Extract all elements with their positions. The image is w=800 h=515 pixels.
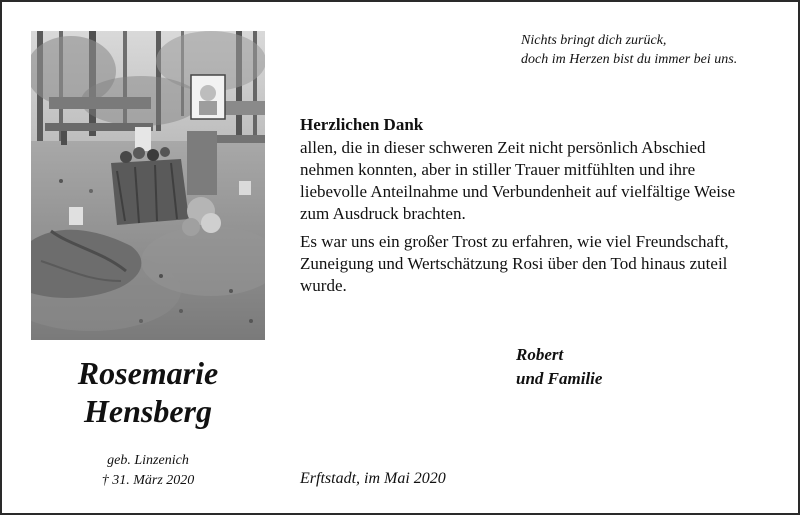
thank-you-paragraph-2	[300, 231, 780, 297]
thank-you-heading: Herzlichen Dank	[300, 115, 424, 134]
paragraph-line: wurde.	[300, 276, 347, 295]
paragraph-line: zum Ausdruck brachten.	[300, 204, 466, 223]
quote-line-2: doch im Herzen bist du immer bei uns.	[521, 52, 738, 67]
last-name: Hensberg	[84, 393, 212, 429]
death-date: † 31. März 2020	[101, 473, 195, 488]
signature-line-1: Robert	[516, 345, 564, 364]
deceased-name	[31, 354, 265, 430]
thank-you-text	[300, 114, 780, 303]
signature-line-2: und Familie	[516, 369, 603, 388]
deceased-details	[31, 451, 265, 491]
place-and-date: Erftstadt, im Mai 2020	[300, 470, 446, 487]
paragraph-line: liebevolle Anteilnahme und Verbundenheit auf vielfältige Weise	[300, 182, 736, 201]
paragraph-line: allen, die in dieser schweren Zeit nicht persönlich Abschied	[300, 138, 706, 157]
paragraph-line: nehmen konnten, aber in stiller Trauer mitfühlten und ihre	[300, 160, 696, 179]
paragraph-line: Zuneigung und Wertschätzung Rosi über den Tod hinaus zuteil	[300, 254, 728, 273]
quote-line-1: Nichts bringt dich zurück,	[521, 33, 667, 48]
paragraph-line: Es war uns ein großer Trost zu erfahren, wie viel Freundschaft,	[300, 232, 729, 251]
first-name: Rosemarie	[77, 355, 219, 391]
thank-you-paragraph-1	[300, 137, 780, 225]
memorial-quote	[521, 31, 791, 69]
signature	[516, 343, 602, 391]
birth-name: geb. Linzenich	[107, 453, 189, 468]
memorial-photo	[31, 31, 265, 340]
memorial-photo-illustration	[31, 31, 265, 340]
